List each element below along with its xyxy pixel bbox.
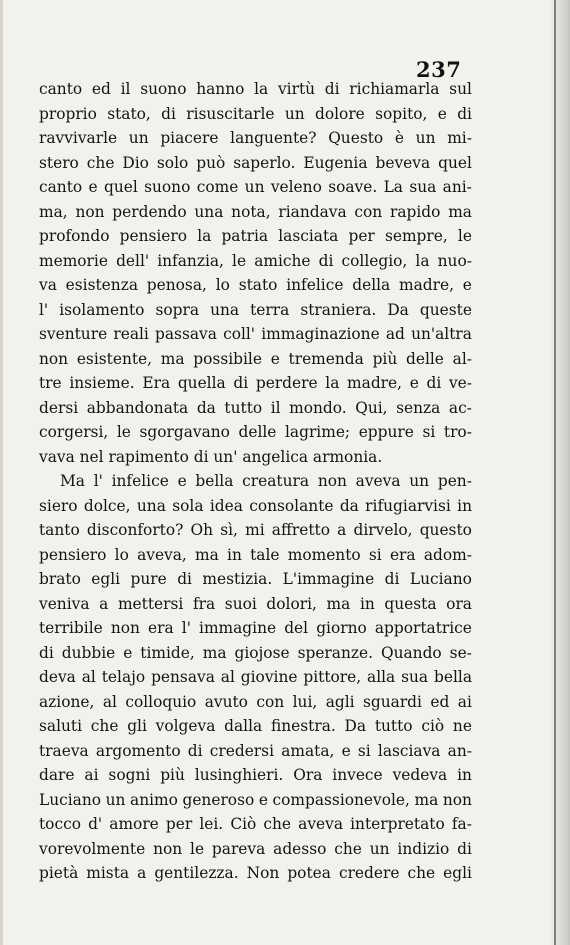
text-line: stero che Dio solo può saperlo. Eugenia beveva quel <box>39 153 472 172</box>
text-line: brato egli pure di mestizia. L'immagine di Luciano <box>39 570 472 588</box>
text-line: di dubbie e timide, ma giojose speranze. Quando se- <box>39 643 472 662</box>
text-line: siero dolce, una sola idea consolante da rifugiarvisi in <box>39 496 472 515</box>
text-line: ma, non perdendo una nota, riandava con rapido ma <box>39 202 472 221</box>
body-text <box>39 77 472 886</box>
text-line: Luciano un animo generoso e compassionevole, ma non <box>39 790 472 809</box>
text-line: non esistente, ma possibile e tremenda più delle al- <box>39 349 472 368</box>
text-line: ravvivarle un piacere languente? Questo è un mi- <box>39 129 472 147</box>
text-line: tanto disconforto? Oh sì, mi affretto a dirvelo, questo <box>39 521 472 539</box>
text-line: sventure reali passava coll' immaginazione ad un'altra <box>39 325 472 343</box>
text-line: pietà mista a gentilezza. Non potea credere che egli <box>39 864 472 882</box>
text-line: proprio stato, di risuscitarle un dolore sopito, e di <box>39 104 472 123</box>
text-line: Ma l' infelice e bella creatura non aveva un pen- <box>60 472 472 490</box>
text-line: dersi abbandonata da tutto il mondo. Qui, senza ac- <box>39 398 472 417</box>
text-line: canto ed il suono hanno la virtù di richiamarla sul <box>39 80 472 98</box>
text-line: tocco d' amore per lei. Ciò che aveva interpretato fa- <box>39 815 472 833</box>
text-line: pensiero lo aveva, ma in tale momento si era adom- <box>39 545 472 564</box>
text-line: canto e quel suono come un veleno soave. La sua ani- <box>39 178 472 196</box>
text-line: veniva a mettersi fra suoi dolori, ma in questa ora <box>39 594 472 613</box>
text-line: tre insieme. Era quella di perdere la madre, e di ve- <box>39 374 472 392</box>
text-line: va esistenza penosa, lo stato infelice della madre, e <box>39 276 472 294</box>
text-line: azione, al colloquio avuto con lui, agli sguardi ed ai <box>39 692 472 711</box>
text-line: traeva argomento di credersi amata, e si lasciava an- <box>39 741 472 760</box>
text-line: dare ai sogni più lusinghieri. Ora invece vedeva in <box>39 766 472 784</box>
text-line: deva al telajo pensava al giovine pittore, alla sua bella <box>39 668 472 686</box>
text-line: vava nel rapimento di un' angelica armonia. <box>39 447 383 466</box>
text-line: vorevolmente non le pareva adesso che un indizio di <box>39 839 472 858</box>
text-line: saluti che gli volgeva dalla finestra. Da tutto ciò ne <box>39 717 472 735</box>
page-edge-shadow <box>548 0 570 945</box>
text-line: l' isolamento sopra una terra straniera. Da queste <box>39 300 472 319</box>
text-line: profondo pensiero la patria lasciata per sempre, le <box>39 227 472 245</box>
text-line: corgersi, le sgorgavano delle lagrime; eppure si tro- <box>39 423 472 441</box>
text-line: memorie dell' infanzia, le amiche di collegio, la nuo- <box>39 251 472 270</box>
text-line: terribile non era l' immagine del giorno apportatrice <box>39 619 472 637</box>
page-edge-line <box>554 0 556 945</box>
page-number: 237 <box>416 57 462 82</box>
